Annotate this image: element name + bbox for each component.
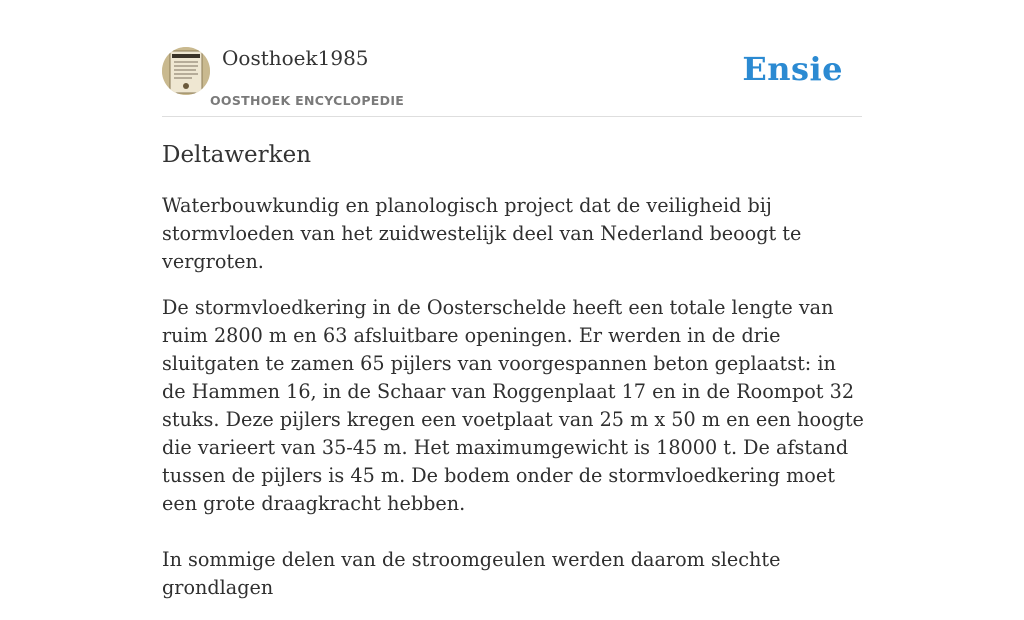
author-avatar[interactable] bbox=[162, 47, 210, 95]
article-paragraph: Waterbouwkundig en planologisch project dat de veiligheid bij stormvloeden van het zuidwestelijk deel van Nederland beoogt te vergroten. bbox=[162, 194, 802, 273]
article-title: Deltawerken bbox=[162, 142, 312, 168]
article-body bbox=[162, 192, 864, 620]
article-paragraph: De stormvloedkering in de Oosterschelde heeft een totale lengte van ruim 2800 m en 63 afsluitbare openingen. Er werden in de drie sluitgaten te zamen 65 pijlers van voorgespannen beton geplaatst: in de Hammen 16, in de Schaar van Roggenplaat 17 en in de Roompot 32 stuks. Deze pijlers kregen een voetplaat van 25 m x 50 m en een hoogte die varieert van 35-45 m. Het maximumgewicht is 18000 t. De afstand tussen de pijlers is 45 m. De bodem onder de stormvloedkering moet een grote draagkracht hebben. bbox=[162, 296, 864, 515]
site-logo[interactable]: Ensie bbox=[742, 50, 843, 88]
source-label[interactable]: OOSTHOEK ENCYCLOPEDIE bbox=[210, 93, 405, 108]
article-header bbox=[162, 45, 862, 117]
article-paragraph: In sommige delen van de stroomgeulen werden daarom slechte grondlagen bbox=[162, 548, 781, 599]
book-cover-icon bbox=[162, 47, 210, 95]
author-link[interactable]: Oosthoek1985 bbox=[222, 46, 369, 70]
